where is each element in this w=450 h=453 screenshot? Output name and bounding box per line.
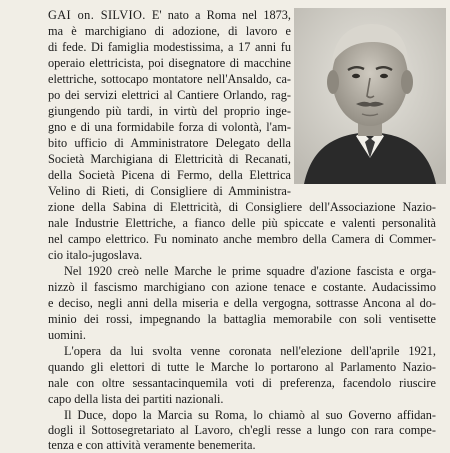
text-line: cio italo-jugoslava. (48, 248, 143, 262)
text-line: quando gli elettori di tutte le Marche lo portarono al Parlamento Nazio- (48, 360, 436, 374)
text-line: dogli il Sottosegretariato al Lavoro, ch'egli resse a lungo con rara compe- (48, 423, 436, 437)
text-line: Velino di Rieti, di Consigliere di Amministra- (48, 184, 291, 198)
text-line: nizzò il fascismo marchigiano con azione tenace e costante. Audacissimo (48, 280, 436, 294)
text-line: Nel 1920 creò nelle Marche le prime squadre d'azione fascista e orga- (64, 264, 436, 278)
text-line: GAI on. SILVIO. E' nato a Roma nel 1873, (48, 8, 291, 22)
portrait-photo (294, 8, 446, 184)
text-line: di fede. Di famiglia modestissima, a 17 anni fu (48, 40, 291, 54)
person-name: GAI on. SILVIO. (48, 8, 146, 22)
text-line: bito ufficio di Amministratore Delegato della (48, 136, 291, 150)
text-line: e deciso, negli anni della miseria e della vergogna, sottrasse Ancona al do- (48, 296, 436, 310)
text-line: nale con oltre sessantacinquemila voti di preferenza, facendolo riuscire (48, 376, 436, 390)
text-line: Il Duce, dopo la Marcia su Roma, lo chiamò al suo Governo affidan- (64, 408, 436, 422)
text-line: capo della lista dei partiti nazionali. (48, 392, 224, 406)
text-line: zione della Sabina di Elettricità, di Consigliere dell'Associazione Nazio- (48, 200, 436, 214)
text-line: Società Marchigiana di Elettricità di Recanati, (48, 152, 291, 166)
text-line: uomini. (48, 328, 86, 342)
text-line: ma è marchigiano di adozione, di lavoro e (48, 24, 291, 38)
text-line: operaio elettricista, poi disegnatore di macchine (48, 56, 291, 70)
text-line: elettriche, sottocapo montatore nell'Ansaldo, ca- (48, 72, 291, 86)
text-line: po dei servizi elettrici al Cantiere Orlando, rag- (48, 88, 291, 102)
text-line: nale Industrie Elettriche, a fianco delle più spiccate e valenti personalità (48, 216, 436, 230)
text-line: tenza e con attività veramente benemerita. (48, 438, 256, 452)
text-line: gno e di una formidabile forza di volontà, l'am- (48, 120, 291, 134)
text-line: della Società Picena di Fermo, della Elettrica (48, 168, 291, 182)
text-line: L'opera da lui svolta venne coronata nell'elezione dell'aprile 1921, (64, 344, 436, 358)
text-line: giungendo più tardi, in virtù del proprio inge- (48, 104, 291, 118)
text-line: minio dei rossi, impegnando la battaglia memorabile con soli ventisette (48, 312, 436, 326)
text-line: nel campo elettrico. Fu nominato anche membro della Camera di Commer- (48, 232, 436, 246)
